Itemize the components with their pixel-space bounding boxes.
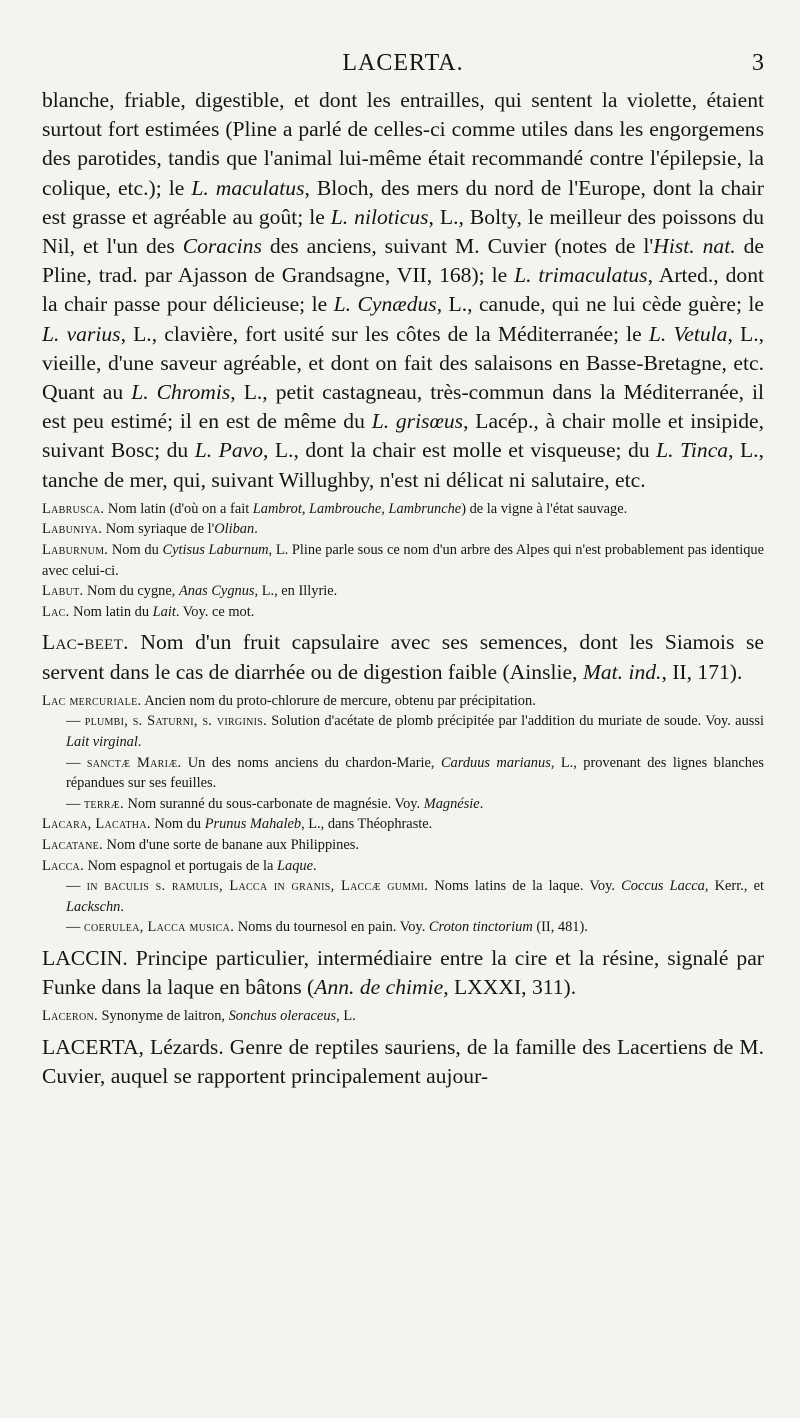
entry-lac-terrae: — terræ. Nom suranné du sous-carbonate de magnésie. Voy. Magnésie.: [66, 795, 484, 812]
continuation-paragraph: blanche, friable, digestible, et dont les entrailles, qui sentent la violette, étaient surtout fort estimées (Pline a parlé de celles-ci comme utiles dans les engorgemens des parotides, tandis que l'animal lui-même était recommandé contre l'épilepsie, la colique, etc.); le L. maculatus, Bloch, des mers du nord de l'Europe, dont la chair est grasse et agréable au goût; le L. niloticus, L., Bolty, le meilleur des poissons du Nil, et l'un des Coracins des anciens, suivant M. Cuvier (notes de l'Hist. nat. de Pline, trad. par Ajasson de Grandsagne, VII, 168); le L. trimaculatus, Arted., dont la chair passe pour délicieuse; le L. Cynædus, L., canude, qui ne lui cède guère; le L. varius, L., clavière, fort usité sur les côtes de la Méditerranée; le L. Vetula, L., vieille, d'une saveur agréable, et dont on fait des salaisons en Basse-Bretagne, etc. Quant au L. Chromis, L., petit castagneau, très-commun dans la Méditerranée, il est peu estimé; il en est de même du L. grisœus, Lacép., à chair molle et insipide, suivant Bosc; du L. Pavo, L., dont la chair est molle et visqueuse; du L. Tinca, L., tanche de mer, qui, suivant Willughby, n'est ni délicat ni salutaire, etc.: [42, 88, 765, 492]
entry-lac-plumbi: — plumbi, s. Saturni, s. virginis. Solution d'acétate de plomb précipitée par l'addition du muriate de soude. Voy. aussi Lait virginal.: [66, 713, 764, 750]
entry-lac: Lac. Nom latin du Lait. Voy. ce mot.: [42, 603, 255, 620]
entry-laccin: LACCIN. Principe particulier, intermédiaire entre la cire et la résine, signalé par Funke dans la laque en bâtons (Ann. de chimie, LXXXI, 311).: [42, 945, 764, 1000]
entry-lac-sanctae-mariae: — sanctæ Mariæ. Un des noms anciens du chardon-Marie, Carduus marianus, L., provenant des lignes blanches répandues sur ses feuilles.: [66, 754, 764, 792]
entry-lac-mercuriale: Lac mercuriale. Ancien nom du proto-chlorure de mercure, obtenu par précipitation.: [42, 692, 536, 709]
small-entries-group-3: [42, 1006, 764, 1027]
page-header: [42, 48, 764, 82]
entry-lac-beet: Lac-beet. Nom d'un fruit capsulaire avec ses semences, dont les Siamois se servent dans le cas de diarrhée ou de digestion faible (Ainslie, Mat. ind., II, 171).: [42, 630, 764, 684]
entry-labut: Labut. Nom du cygne, Anas Cygnus, L., en Illyrie.: [42, 583, 338, 600]
entry-lacara: Lacara, Lacatha. Nom du Prunus Mahaleb, L., dans Théophraste.: [42, 816, 433, 833]
page-number: 3: [752, 50, 764, 76]
small-entries-group-2: [42, 691, 764, 938]
entry-lacca-coerulea: — coerulea, Lacca musica. Noms du tournesol en pain. Voy. Croton tinctorium (II, 481).: [66, 919, 588, 936]
entry-labuniya: Labuniya. Nom syriaque de l'Oliban.: [42, 521, 258, 538]
entry-laburnum: Laburnum. Nom du Cytisus Laburnum, L. Pline parle sous ce nom d'un arbre des Alpes qui n'est probablement pas identique avec celui-ci.: [42, 542, 764, 579]
entry-laceron: Laceron. Synonyme de laitron, Sonchus oleraceus, L.: [42, 1008, 356, 1025]
entry-lacerta: LACERTA, Lézards. Genre de reptiles sauriens, de la famille des Lacertiens de M. Cuvier, auquel se rapportent principalement aujour-: [42, 1034, 764, 1089]
entry-labrusca: Labrusca. Nom latin (d'où on a fait Lambrot, Lambrouche, Lambrunche) de la vigne à l'état sauvage.: [42, 500, 628, 517]
running-title: LACERTA.: [342, 50, 464, 76]
small-entries-group-1: [42, 499, 764, 623]
entry-lacca: Lacca. Nom espagnol et portugais de la Laque.: [42, 857, 317, 874]
entry-lacatane: Lacatane. Nom d'une sorte de banane aux Philippines.: [42, 836, 359, 853]
entry-lacca-in-baculis: — in baculis s. ramulis, Lacca in granis, Laccæ gummi. Noms latins de la laque. Voy. Coccus Lacca, Kerr., et Lackschn.: [66, 878, 764, 915]
